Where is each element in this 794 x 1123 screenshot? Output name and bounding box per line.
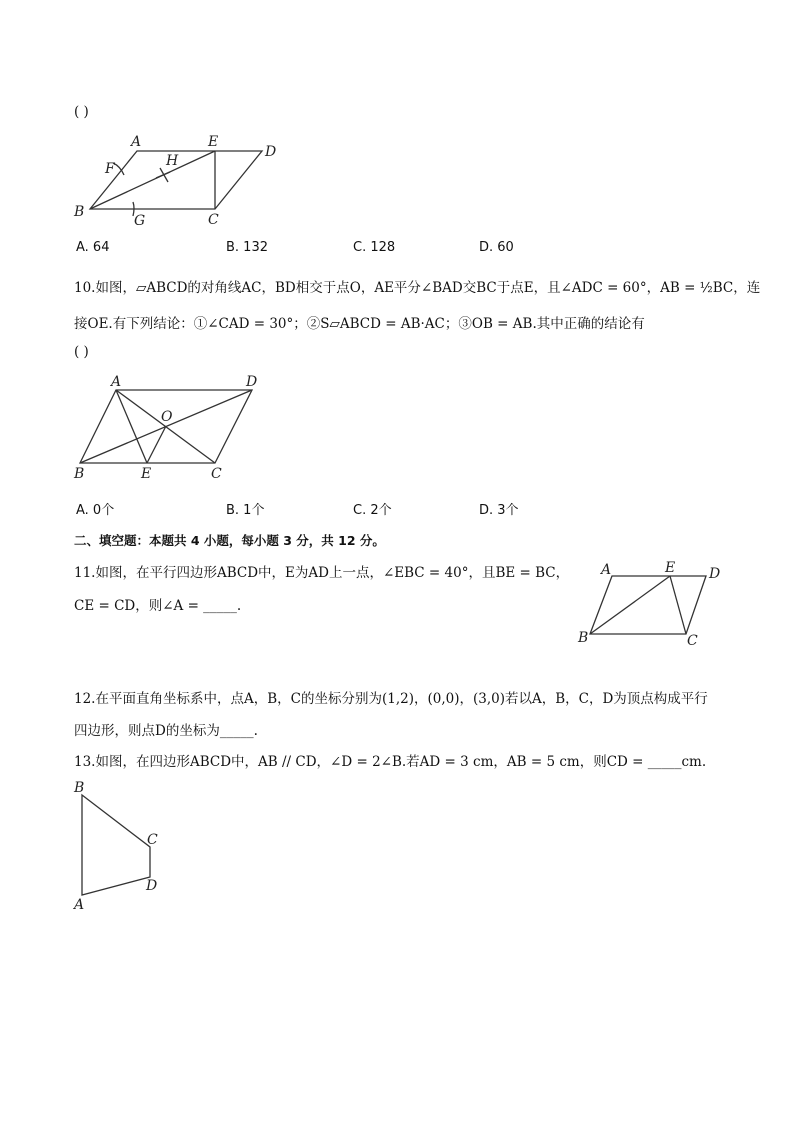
q11-label-e: E [665,560,676,576]
q10-label-e: E [141,466,152,482]
q10-label-b: B [74,466,85,482]
q11-label-b: B [578,630,589,646]
q10-option-b: B. 1个 [226,503,265,518]
q10-label-d: D [246,374,258,390]
q9-label-g: G [134,213,146,229]
q9-option-c: C. 128 [353,240,396,255]
q11-text-line1: 11.如图，在平行四边形ABCD中，E为AD上一点，∠EBC = 40°，且BE = BC， [74,565,570,581]
q11-label-c: C [687,633,698,649]
q13-label-d: D [146,878,158,894]
q12-text-line1: 12.在平面直角坐标系中，点A，B，C的坐标分别为(1,2)，(0,0)，(3,0)若以A，B，C，D为顶点构成平行 [74,691,708,707]
q9-label-b: B [74,204,85,220]
q9-label-c: C [208,212,219,228]
q10-option-c: C. 2个 [353,503,392,518]
q11-label-d: D [709,566,721,582]
q10-option-d: D. 3个 [479,503,519,518]
section2-heading: 二、填空题：本题共 4 小题，每小题 3 分，共 12 分。 [74,533,385,548]
q12-text-line2: 四边形，则点D的坐标为_____. [74,723,258,739]
q9-label-h: H [166,153,179,169]
q13-label-c: C [147,832,158,848]
q9-answer-paren: ( ) [74,104,89,120]
q13-label-b: B [74,780,85,796]
q9-label-a: A [131,134,142,150]
q10-label-c: C [211,466,222,482]
q13-text-line1: 13.如图，在四边形ABCD中，AB // CD，∠D = 2∠B.若AD = 3 cm，AB = 5 cm，则CD = _____cm. [74,754,707,770]
q9-option-a: A. 64 [76,240,110,255]
q10-text-line2: 接OE.有下列结论：①∠CAD = 30°；②S▱ABCD = AB·AC；③OB = AB.其中正确的结论有 [74,316,645,332]
q9-label-f: F [105,161,115,177]
q9-label-e: E [208,134,219,150]
q11-text-line2: CE = CD，则∠A = _____. [74,598,242,614]
q13-label-a: A [74,897,85,913]
q10-text-line1: 10.如图，▱ABCD的对角线AC，BD相交于点O，AE平分∠BAD交BC于点E，且∠ADC = 60°，AB = ½BC，连 [74,280,761,296]
q10-label-a: A [111,374,122,390]
q11-label-a: A [601,562,612,578]
q10-answer-paren: ( ) [74,344,89,360]
q9-option-b: B. 132 [226,240,268,255]
q9-option-d: D. 60 [479,240,514,255]
q9-label-d: D [265,144,277,160]
q10-label-o: O [161,409,173,425]
q13-quadrilateral-abcd [82,795,150,895]
q10-option-a: A. 0个 [76,503,115,518]
